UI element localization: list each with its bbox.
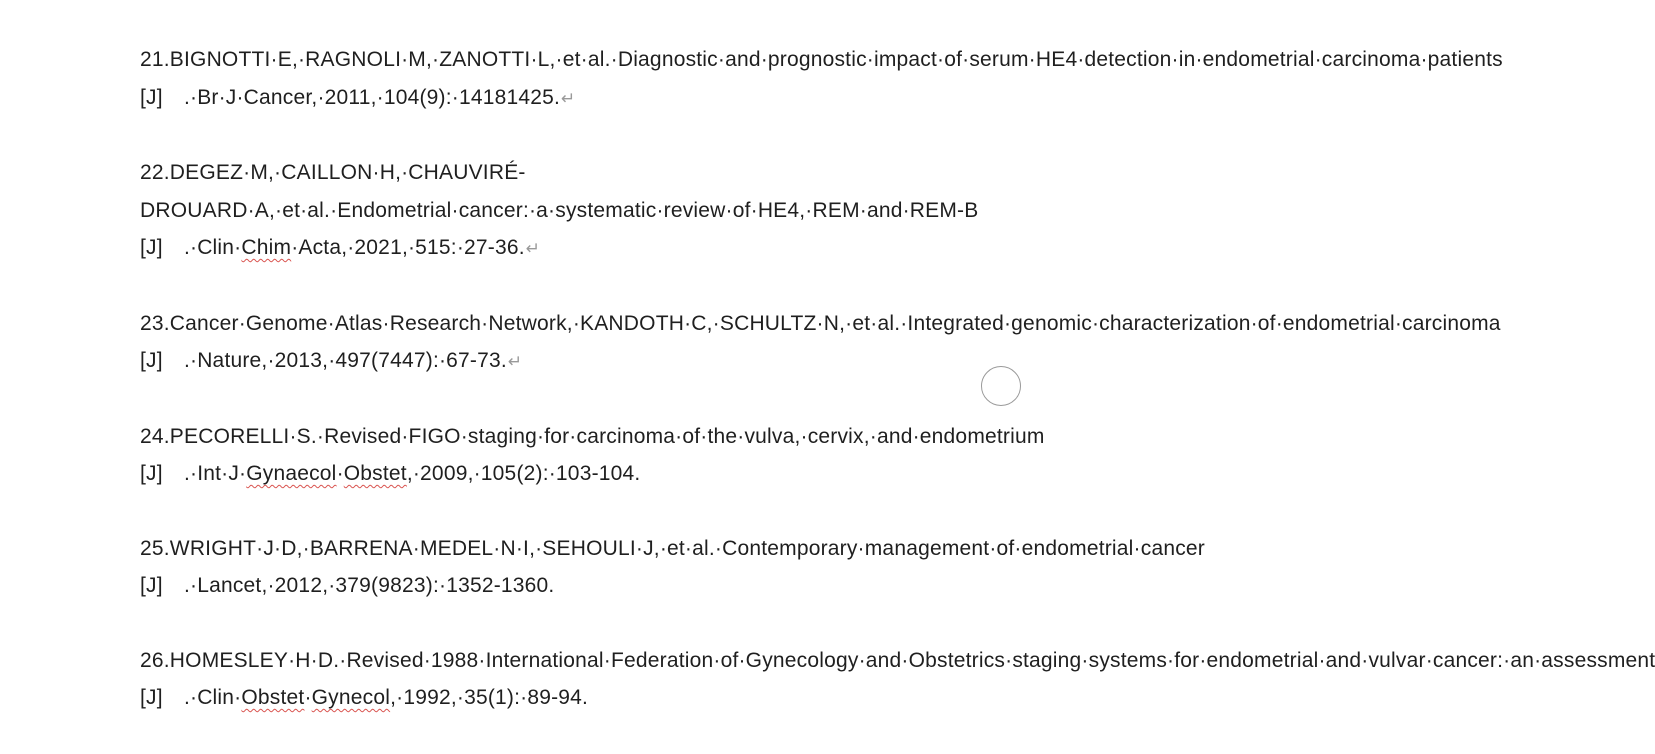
reference-ref-24[interactable] [140, 418, 1138, 493]
paragraph-mark-icon: ↵ [561, 88, 576, 108]
reference-text: 23.Cancer·Genome·Atlas·Research·Network,·KANDOTH·C,·SCHULTZ·N,·et·al.·Integrated·genomic·characterization·of·endometrial·carcinoma [J] .·Nature,·2013,·497(7447):·67-73. [140, 311, 1522, 372]
reference-ref-25[interactable] [140, 530, 1227, 605]
reference-ref-21[interactable] [140, 41, 1525, 117]
reference-text: 26.HOMESLEY·H·D.·Revised·1988·International·Federation·of·Gynecology·and·Obstetrics·staging·systems·for·endometrial·and·vulvar·cancer:·an·assessment [J] .·Clin· [140, 648, 1655, 709]
reference-text: · [336, 462, 344, 485]
reference-text: 25.WRIGHT·J·D,·BARRENA·MEDEL·N·I,·SEHOULI·J,·et·al.·Contemporary·management·of·endometrial·cancer [J] .·Lancet,·2012,·379(9823):·1352-1360. [140, 536, 1227, 597]
paragraph-mark-icon: ↵ [507, 352, 523, 371]
reference-text: ,·1992,·35(1):·89-94. [390, 686, 589, 709]
reference-text: 22.DEGEZ·M,·CAILLON·H,·CHAUVIRÉ-DROUARD·A,·et·al.·Endometrial·cancer:·a·systematic·review·of·HE4,·REM·and·REM-B [J] .·Clin· [140, 161, 1000, 259]
spellcheck-word: Gynaecol [246, 462, 337, 485]
reference-list [140, 41, 1655, 754]
reference-ref-22[interactable] [140, 154, 1138, 268]
reference-text: · [304, 686, 312, 709]
reference-text: 21.BIGNOTTI·E,·RAGNOLI·M,·ZANOTTI·L,·et·al.·Diagnostic·and·prognostic·impact·of·serum·HE4·detection·in·endometrial·carcinoma·patients [J] .·Br·J·Cancer,·2011,·104(9):·14181425. [140, 48, 1525, 109]
spellcheck-word: Obstet [343, 462, 407, 485]
spellcheck-word: Chim [241, 236, 292, 259]
reference-text: ,·2009,·105(2):·103-104. [406, 462, 641, 485]
reference-text: ·Acta,·2021,·515:·27-36. [291, 236, 525, 259]
reference-ref-26[interactable] [140, 642, 1655, 717]
paragraph-mark-icon: ↵ [525, 239, 541, 258]
spellcheck-word: Gynecol [311, 686, 391, 709]
reference-text: 24.PECORELLI·S.·Revised·FIGO·staging·for·carcinoma·of·the·vulva,·cervix,·and·endometrium [J] .·Int·J· [140, 424, 1066, 485]
reference-ref-23[interactable] [140, 305, 1522, 381]
spellcheck-word: Obstet [241, 686, 305, 709]
